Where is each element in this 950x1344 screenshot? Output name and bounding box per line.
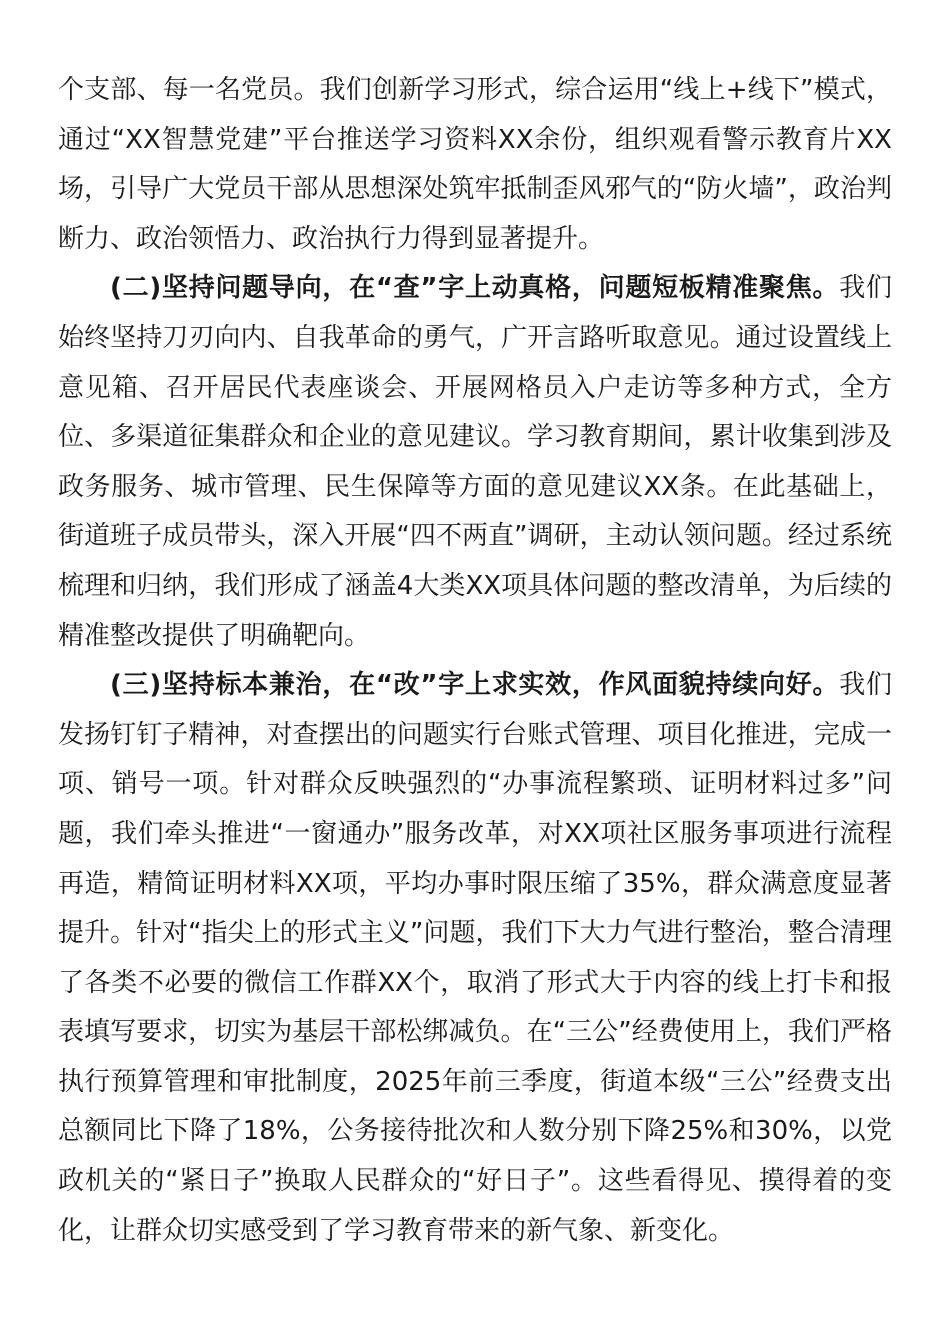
section-heading: (三)坚持标本兼治，在“改”字上求实效，作风面貌持续向好。: [110, 670, 840, 701]
paragraph-text: 我们发扬钉钉子精神，对查摆出的问题实行台账式管理、项目化推进，完成一项、销号一项。针对群众反映强烈的“办事流程繁琐、证明材料过多”问题，我们牵头推进“一窗通办”服务改革，对XX项社区服务事项进行流程再造，精简证明材料XX项，平均办事时限压缩了35%，群众满意度显著提升。针对“指尖上的形式主义”问题，我们下大力气进行整治，整合清理了各类不必要的微信工作群XX个，取消了形式大于内容的线上打卡和报表填写要求，切实为基层干部松绑减负。在“三公”经费使用上，我们严格执行预算管理和审批制度，2025年前三季度，街道本级“三公”经费支出总额同比下降了18%，公务接待批次和人数分别下降25%和30%，以党政机关的“紧日子”换取人民群众的“好日子”。这些看得见、摸得着的变化，让群众切实感受到了学习教育带来的新气象、新变化。: [58, 670, 892, 1246]
paragraph-continuation: [58, 66, 892, 264]
paragraph-section-3: [58, 661, 892, 1256]
paragraph-text: 我们始终坚持刀刃向内、自我革命的勇气，广开言路听取意见。通过设置线上意见箱、召开居民代表座谈会、开展网格员入户走访等多种方式，全方位、多渠道征集群众和企业的意见建议。学习教育期间，累计收集到涉及政务服务、城市管理、民生保障等方面的意见建议XX条。在此基础上，街道班子成员带头，深入开展“四不两直”调研，主动认领问题。经过系统梳理和归纳，我们形成了涵盖4大类XX项具体问题的整改清单，为后续的精准整改提供了明确靶向。: [58, 273, 892, 651]
paragraph-section-2: [58, 264, 892, 661]
body-text-block: [58, 66, 892, 1256]
paragraph-text: 个支部、每一名党员。我们创新学习形式，综合运用“线上+线下”模式，通过“XX智慧党建”平台推送学习资料XX余份，组织观看警示教育片XX场，引导广大党员干部从思想深处筑牢抵制歪风邪气的“防火墙”，政治判断力、政治领悟力、政治执行力得到显著提升。: [58, 75, 892, 254]
section-heading: (二)坚持问题导向，在“查”字上动真格，问题短板精准聚焦。: [110, 273, 840, 304]
